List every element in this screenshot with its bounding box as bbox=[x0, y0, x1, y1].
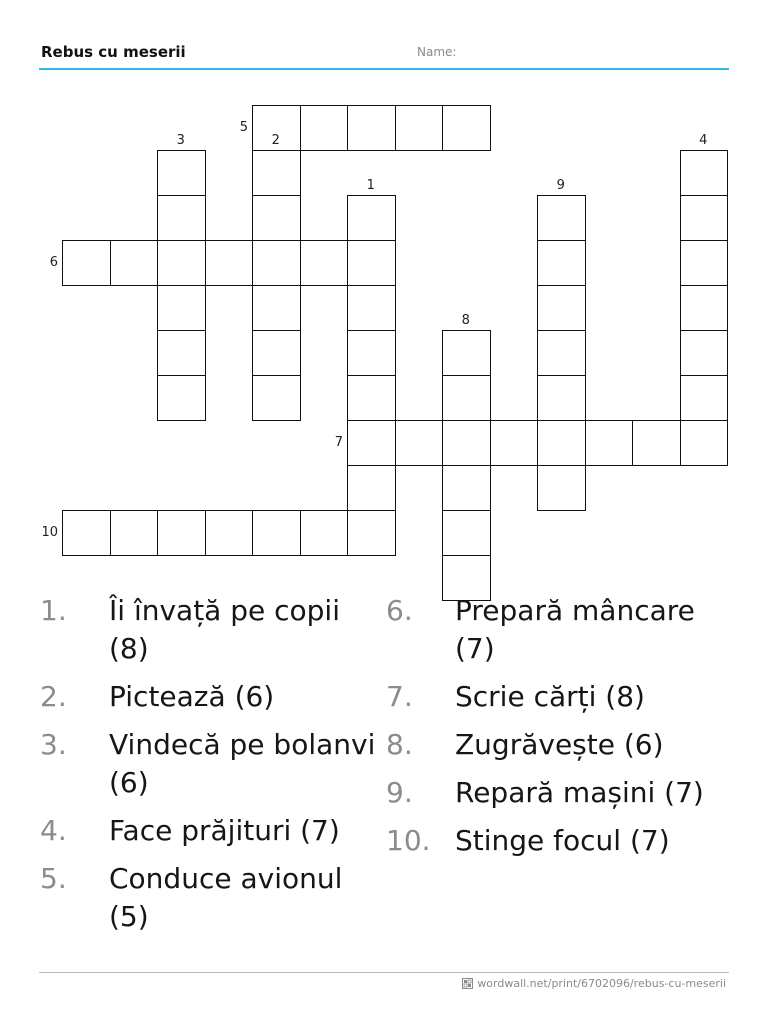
clue-number-label: 1 bbox=[366, 178, 375, 193]
clue-text: Repară mașini (7) bbox=[455, 776, 704, 809]
clue-number-label: 6 bbox=[49, 254, 58, 270]
clue-number: 10. bbox=[386, 824, 431, 857]
crossword-cell[interactable] bbox=[347, 195, 396, 241]
crossword-cell[interactable] bbox=[347, 105, 396, 151]
footer-url[interactable]: wordwall.net/print/6702096/rebus-cu-meserii bbox=[477, 977, 726, 990]
crossword-cell[interactable] bbox=[442, 330, 491, 376]
crossword-cell[interactable] bbox=[442, 105, 491, 151]
crossword-cell[interactable] bbox=[442, 375, 491, 421]
crossword-cell[interactable] bbox=[490, 420, 539, 466]
clue-number: 1. bbox=[40, 594, 67, 627]
clue-item bbox=[40, 592, 380, 668]
crossword-cell[interactable] bbox=[252, 195, 301, 241]
crossword-cell[interactable] bbox=[537, 240, 586, 286]
crossword-cell[interactable] bbox=[157, 330, 206, 376]
footer-divider bbox=[39, 972, 729, 973]
crossword-cell[interactable] bbox=[157, 195, 206, 241]
clue-number: 7. bbox=[386, 680, 413, 713]
crossword-cell[interactable] bbox=[347, 465, 396, 511]
clue-number-label: 4 bbox=[699, 133, 708, 148]
crossword-cell[interactable] bbox=[442, 420, 491, 466]
wordwall-logo-icon bbox=[462, 978, 473, 989]
clue-text: Vindecă pe bolanvi (6) bbox=[109, 728, 376, 799]
crossword-cell[interactable] bbox=[347, 240, 396, 286]
clue-text: Zugrăvește (6) bbox=[455, 728, 664, 761]
clue-number: 9. bbox=[386, 776, 413, 809]
crossword-cell[interactable] bbox=[680, 195, 729, 241]
crossword-cell[interactable] bbox=[157, 150, 206, 196]
clue-number-label: 8 bbox=[461, 313, 470, 328]
crossword-cell[interactable] bbox=[347, 420, 396, 466]
clue-text: Pictează (6) bbox=[109, 680, 275, 713]
clue-item bbox=[40, 812, 380, 850]
crossword-cell[interactable] bbox=[157, 510, 206, 556]
clue-list-right bbox=[386, 592, 726, 870]
clue-number: 8. bbox=[386, 728, 413, 761]
crossword-cell[interactable] bbox=[110, 510, 159, 556]
crossword-cell[interactable] bbox=[537, 330, 586, 376]
page-title: Rebus cu meserii bbox=[41, 43, 186, 61]
clue-number: 4. bbox=[40, 814, 67, 847]
crossword-cell[interactable] bbox=[347, 330, 396, 376]
crossword-cell[interactable] bbox=[157, 375, 206, 421]
crossword-cell[interactable] bbox=[157, 240, 206, 286]
crossword-cell[interactable] bbox=[537, 420, 586, 466]
name-label: Name: bbox=[417, 45, 457, 59]
clue-item bbox=[386, 774, 726, 812]
clue-number: 5. bbox=[40, 862, 67, 895]
crossword-cell[interactable] bbox=[442, 510, 491, 556]
footer bbox=[462, 977, 726, 990]
clue-item bbox=[386, 592, 726, 668]
crossword-cell[interactable] bbox=[300, 510, 349, 556]
crossword-cell[interactable] bbox=[537, 375, 586, 421]
crossword-cell[interactable] bbox=[252, 375, 301, 421]
crossword-cell[interactable] bbox=[157, 285, 206, 331]
crossword-cell[interactable] bbox=[680, 375, 729, 421]
crossword-cell[interactable] bbox=[110, 240, 159, 286]
clue-item bbox=[386, 678, 726, 716]
clue-text: Face prăjituri (7) bbox=[109, 814, 340, 847]
crossword-cell[interactable] bbox=[537, 285, 586, 331]
clue-text: Stinge focul (7) bbox=[455, 824, 670, 857]
clue-text: Prepară mâncare (7) bbox=[455, 594, 695, 665]
clue-number-label: 9 bbox=[556, 178, 565, 193]
clue-list-left bbox=[40, 592, 380, 946]
crossword-cell[interactable] bbox=[300, 240, 349, 286]
clue-number-label: 7 bbox=[334, 434, 343, 450]
crossword-cell[interactable] bbox=[347, 510, 396, 556]
crossword-cell[interactable] bbox=[632, 420, 681, 466]
clue-number-label: 5 bbox=[239, 119, 248, 135]
crossword-cell[interactable] bbox=[442, 465, 491, 511]
clue-number: 6. bbox=[386, 594, 413, 627]
crossword-cell[interactable] bbox=[347, 285, 396, 331]
crossword-cell[interactable] bbox=[300, 105, 349, 151]
crossword-cell[interactable] bbox=[62, 240, 111, 286]
crossword-cell[interactable] bbox=[395, 105, 444, 151]
clue-item bbox=[386, 726, 726, 764]
crossword-cell[interactable] bbox=[680, 285, 729, 331]
crossword-cell[interactable] bbox=[537, 195, 586, 241]
clue-item bbox=[386, 822, 726, 860]
clue-item bbox=[40, 860, 380, 936]
crossword-cell[interactable] bbox=[252, 285, 301, 331]
crossword-cell[interactable] bbox=[62, 510, 111, 556]
clue-text: Conduce avionul (5) bbox=[109, 862, 343, 933]
crossword-cell[interactable] bbox=[205, 510, 254, 556]
clue-text: Îi învață pe copii (8) bbox=[109, 594, 340, 665]
crossword-cell[interactable] bbox=[680, 420, 729, 466]
clue-number-label: 3 bbox=[176, 133, 185, 148]
crossword-cell[interactable] bbox=[252, 510, 301, 556]
crossword-cell[interactable] bbox=[680, 150, 729, 196]
crossword-cell[interactable] bbox=[395, 420, 444, 466]
crossword-cell[interactable] bbox=[252, 150, 301, 196]
clue-number: 3. bbox=[40, 728, 67, 761]
crossword-cell[interactable] bbox=[205, 240, 254, 286]
crossword-cell[interactable] bbox=[252, 240, 301, 286]
crossword-cell[interactable] bbox=[585, 420, 634, 466]
crossword-cell[interactable] bbox=[347, 375, 396, 421]
clue-text: Scrie cărți (8) bbox=[455, 680, 645, 713]
clue-item bbox=[40, 726, 380, 802]
clue-number-label: 2 bbox=[271, 133, 280, 148]
clue-number-label: 10 bbox=[41, 524, 58, 540]
clue-number: 2. bbox=[40, 680, 67, 713]
crossword-cell[interactable] bbox=[680, 330, 729, 376]
crossword-cell[interactable] bbox=[680, 240, 729, 286]
clue-item bbox=[40, 678, 380, 716]
crossword-cell[interactable] bbox=[252, 330, 301, 376]
crossword-cell[interactable] bbox=[537, 465, 586, 511]
